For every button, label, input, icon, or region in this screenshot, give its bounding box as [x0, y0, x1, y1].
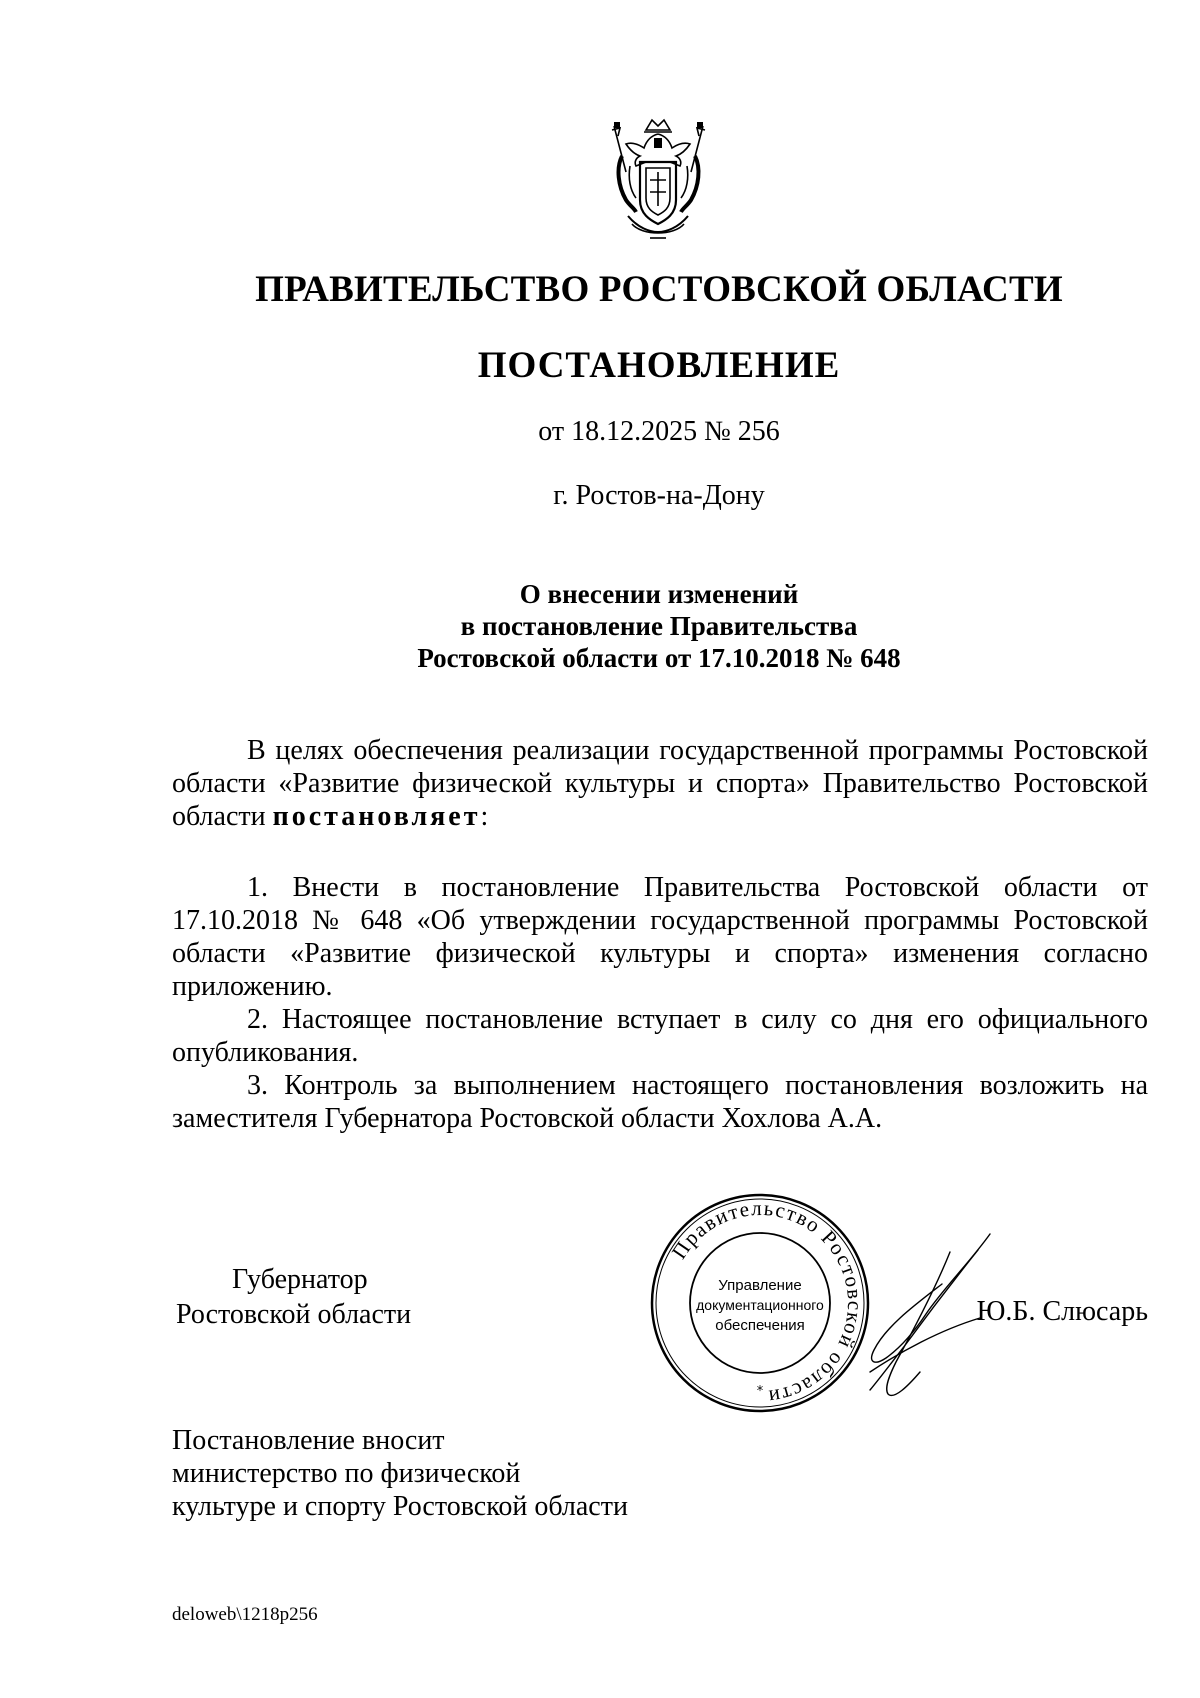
seal-outer-text: Правительство Ростовской области	[666, 1195, 868, 1410]
submitter-line: культуре и спорту Ростовской области	[172, 1491, 628, 1522]
item-2-paragraph	[172, 1003, 1148, 1069]
intro-end: :	[480, 801, 489, 832]
seal-inner-text: Управление	[718, 1277, 802, 1294]
signatory-title-line: Губернатор	[232, 1264, 368, 1295]
seal-inner-text: документационного	[696, 1297, 824, 1313]
item-1-text: 1. Внести в постановление Правительства Ростовской области от 17.10.2018 № 648 «Об утверждении государственной программы Ростовской области «Развитие физической культуры и спорта» изменения согласно приложению.	[172, 872, 1148, 1002]
signatory-title-line: Ростовской области	[176, 1299, 412, 1330]
organization-name: ПРАВИТЕЛЬСТВО РОСТОВСКОЙ ОБЛАСТИ	[255, 269, 1063, 310]
item-1-paragraph	[172, 871, 1148, 1003]
document-title	[170, 578, 1148, 674]
signatory-title	[176, 1262, 411, 1332]
document-type: ПОСТАНОВЛЕНИЕ	[477, 345, 841, 386]
svg-text:*: *	[756, 1384, 764, 1399]
submitter-line: Постановление вносит	[172, 1425, 445, 1456]
submitter-line: министерство по физической	[172, 1458, 521, 1489]
rostov-oblast-coat-of-arms-icon	[606, 116, 711, 243]
intro-emphasis: постановляет	[272, 801, 481, 832]
item-3-paragraph	[172, 1069, 1148, 1135]
document-title-line: О внесении изменений	[519, 579, 799, 609]
intro-paragraph	[172, 734, 1148, 833]
document-title-line: Ростовской области от 17.10.2018 № 648	[417, 643, 901, 673]
item-3-text: 3. Контроль за выполнением настоящего постановления возложить на заместителя Губернатора Ростовской области Хохлова А.А.	[172, 1070, 1148, 1134]
document-code: deloweb\1218p256	[172, 1604, 318, 1625]
document-title-line: в постановление Правительства	[460, 611, 858, 641]
seal-inner-text: обеспечения	[715, 1317, 805, 1334]
intro-text: В целях обеспечения реализации государственной программы Ростовской области «Развитие физической культуры и спорта» Правительство Ростовской области	[172, 735, 1148, 832]
signatory-name: Ю.Б. Слюсарь	[976, 1296, 1148, 1327]
document-city: г. Ростов-на-Дону	[553, 480, 765, 511]
item-2-text: 2. Настоящее постановление вступает в силу со дня его официального опубликования.	[172, 1004, 1148, 1068]
submitter-note	[172, 1424, 628, 1523]
document-date-number: от 18.12.2025 № 256	[538, 416, 780, 447]
